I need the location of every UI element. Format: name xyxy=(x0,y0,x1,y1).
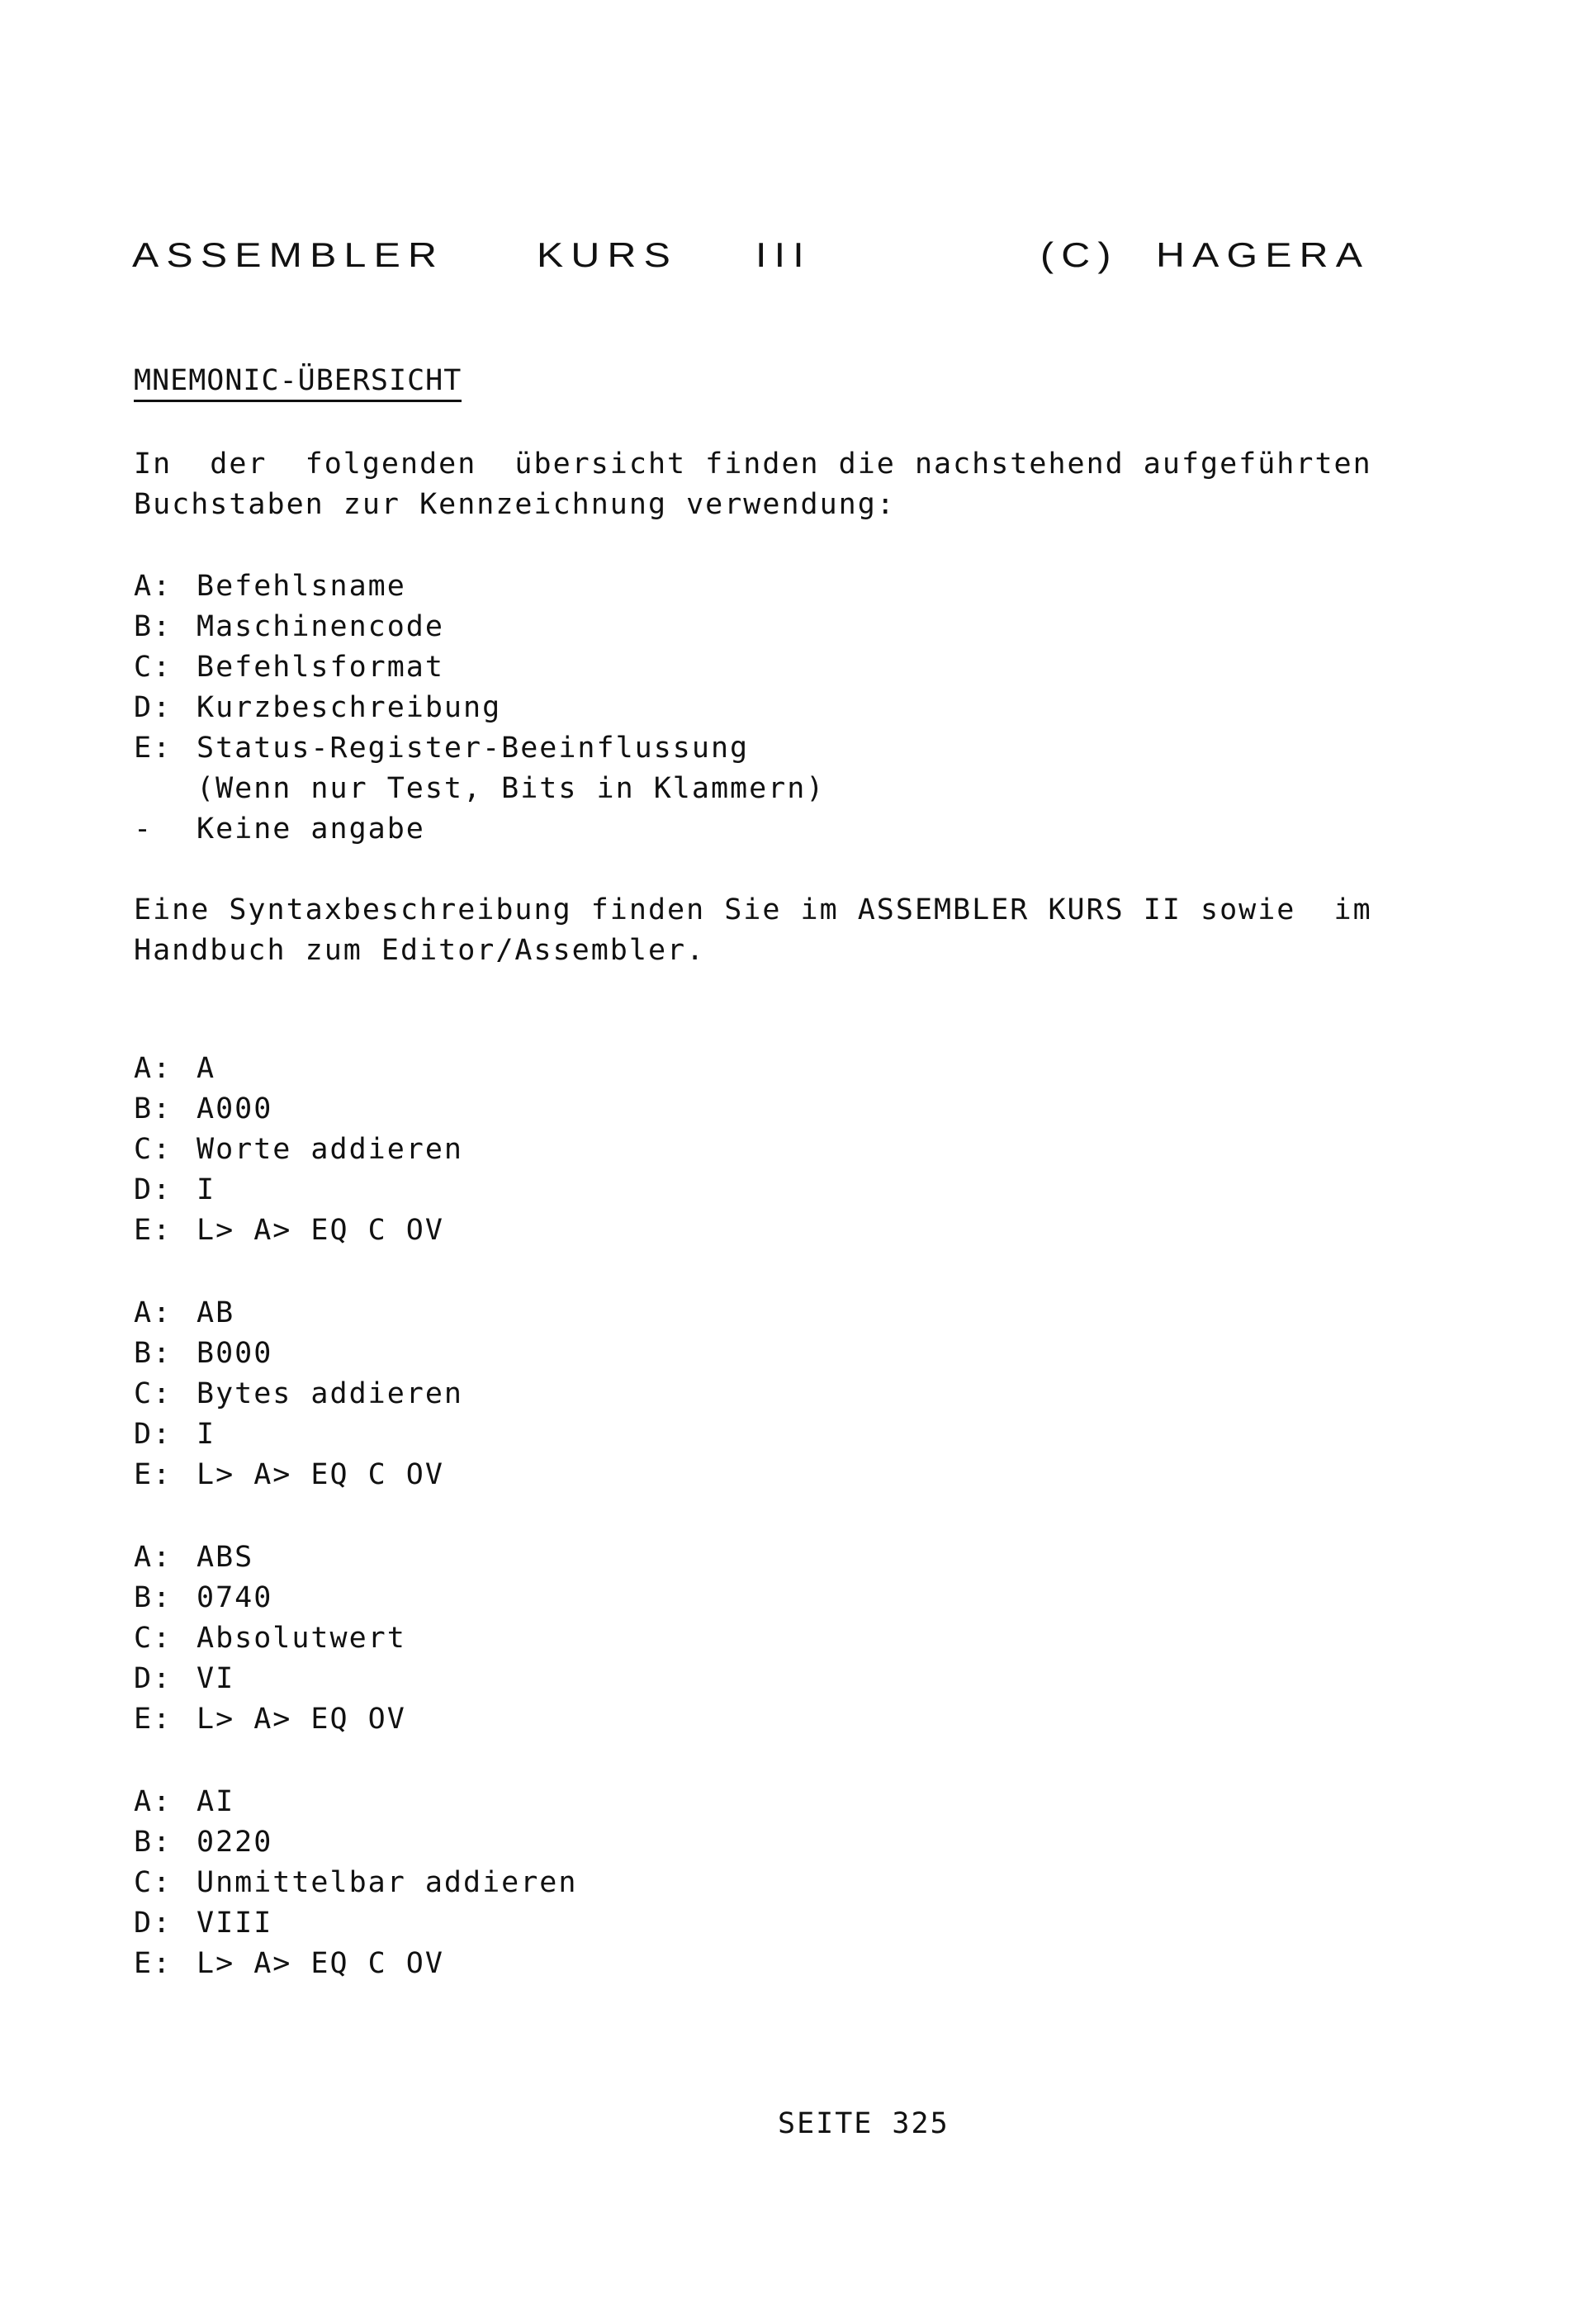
entry-key: D: xyxy=(134,1907,173,1940)
entry-format: I xyxy=(197,1418,216,1451)
entry-row xyxy=(134,1210,463,1251)
page-header xyxy=(132,235,1486,285)
mnemonic-entry xyxy=(134,1049,463,1251)
legend-item xyxy=(134,566,825,607)
entry-key: B: xyxy=(134,1337,173,1370)
entry-description: Unmittelbar addieren xyxy=(197,1866,578,1899)
entry-code: 0220 xyxy=(197,1826,273,1859)
legend-text: Kurzbeschreibung xyxy=(197,691,502,724)
entry-row xyxy=(134,1170,463,1210)
entry-row xyxy=(134,1130,463,1170)
intro-line-2: Buchstaben zur Kennzeichnung verwendung: xyxy=(134,488,896,521)
entry-row xyxy=(134,1903,577,1944)
legend-key: E: xyxy=(134,732,173,765)
entry-name: ABS xyxy=(197,1541,254,1574)
entry-key: B: xyxy=(134,1581,173,1614)
entry-key: A: xyxy=(134,1296,173,1329)
intro-paragraph xyxy=(134,444,1372,525)
entry-status: L> A> EQ C OV xyxy=(197,1214,444,1247)
entry-row xyxy=(134,1334,463,1374)
entry-row xyxy=(134,1578,406,1618)
entry-key: C: xyxy=(134,1377,173,1410)
entry-key: D: xyxy=(134,1662,173,1695)
entry-key: A: xyxy=(134,1541,173,1574)
entry-key: C: xyxy=(134,1622,173,1655)
entry-row xyxy=(134,1293,463,1334)
entry-row xyxy=(134,1455,463,1495)
legend-key: B: xyxy=(134,610,173,643)
entry-key: D: xyxy=(134,1418,173,1451)
entry-row xyxy=(134,1782,577,1822)
entry-row xyxy=(134,1374,463,1414)
legend-text: Befehlsformat xyxy=(197,651,444,684)
entry-name: AI xyxy=(197,1785,235,1818)
intro-line-1: In der folgenden übersicht finden die nachstehend aufgeführten xyxy=(134,448,1372,481)
entry-description: Bytes addieren xyxy=(197,1377,464,1410)
entry-key: C: xyxy=(134,1866,173,1899)
entry-format: VIII xyxy=(197,1907,273,1940)
entry-key: E: xyxy=(134,1703,173,1736)
legend-key: C: xyxy=(134,651,173,684)
header-author: HAGERA xyxy=(1156,235,1371,274)
entry-row xyxy=(134,1537,406,1578)
entry-key: C: xyxy=(134,1133,173,1166)
mnemonic-entry xyxy=(134,1293,463,1495)
entry-row xyxy=(134,1414,463,1455)
entry-name: AB xyxy=(197,1296,235,1329)
entry-row xyxy=(134,1822,577,1863)
entry-status: L> A> EQ OV xyxy=(197,1703,406,1736)
entry-code: 0740 xyxy=(197,1581,273,1614)
header-title: ASSEMBLER xyxy=(132,235,445,274)
entry-code: A000 xyxy=(197,1092,273,1125)
entry-row xyxy=(134,1089,463,1130)
section-title: MNEMONIC-ÜBERSICHT xyxy=(134,363,462,402)
entry-key: E: xyxy=(134,1214,173,1247)
entry-row xyxy=(134,1699,406,1740)
entry-code: B000 xyxy=(197,1337,273,1370)
entry-key: A: xyxy=(134,1785,173,1818)
header-copyright: (C) xyxy=(1040,235,1119,274)
syntax-line-1: Eine Syntaxbeschreibung finden Sie im ASSEMBLER KURS II sowie im xyxy=(134,893,1372,926)
legend-text: Keine angabe xyxy=(197,813,425,846)
legend-key: A: xyxy=(134,570,173,603)
entry-row xyxy=(134,1618,406,1659)
syntax-line-2: Handbuch zum Editor/Assembler. xyxy=(134,934,706,967)
entry-key: E: xyxy=(134,1458,173,1491)
entry-key: A: xyxy=(134,1052,173,1085)
header-kurs: KURS xyxy=(537,235,679,274)
entry-description: Worte addieren xyxy=(197,1133,464,1166)
legend-text: Status-Register-Beeinflussung xyxy=(197,732,750,765)
entry-format: I xyxy=(197,1173,216,1206)
legend-note: (Wenn nur Test, Bits in Klammern) xyxy=(197,772,826,805)
entry-row xyxy=(134,1944,577,1984)
entry-row xyxy=(134,1049,463,1089)
legend-item xyxy=(134,809,825,850)
legend-text: Maschinencode xyxy=(197,610,444,643)
legend-item xyxy=(134,728,825,769)
entry-format: VI xyxy=(197,1662,235,1695)
legend-list xyxy=(134,566,825,850)
entry-description: Absolutwert xyxy=(197,1622,406,1655)
entry-row xyxy=(134,1659,406,1699)
legend-key: - xyxy=(134,813,154,846)
legend-item xyxy=(134,607,825,647)
entry-key: B: xyxy=(134,1826,173,1859)
header-course-number: III xyxy=(755,235,812,274)
entry-status: L> A> EQ C OV xyxy=(197,1458,444,1491)
syntax-paragraph xyxy=(134,890,1372,971)
legend-key: D: xyxy=(134,691,173,724)
legend-text: Befehlsname xyxy=(197,570,406,603)
legend-item xyxy=(134,688,825,728)
legend-item xyxy=(134,647,825,688)
page-number: SEITE 325 xyxy=(778,2107,950,2140)
entry-row xyxy=(134,1863,577,1903)
entry-name: A xyxy=(197,1052,216,1085)
entry-key: B: xyxy=(134,1092,173,1125)
mnemonic-entry xyxy=(134,1782,577,1984)
entry-key: E: xyxy=(134,1947,173,1980)
entry-status: L> A> EQ C OV xyxy=(197,1947,444,1980)
mnemonic-entry xyxy=(134,1537,406,1740)
entry-key: D: xyxy=(134,1173,173,1206)
